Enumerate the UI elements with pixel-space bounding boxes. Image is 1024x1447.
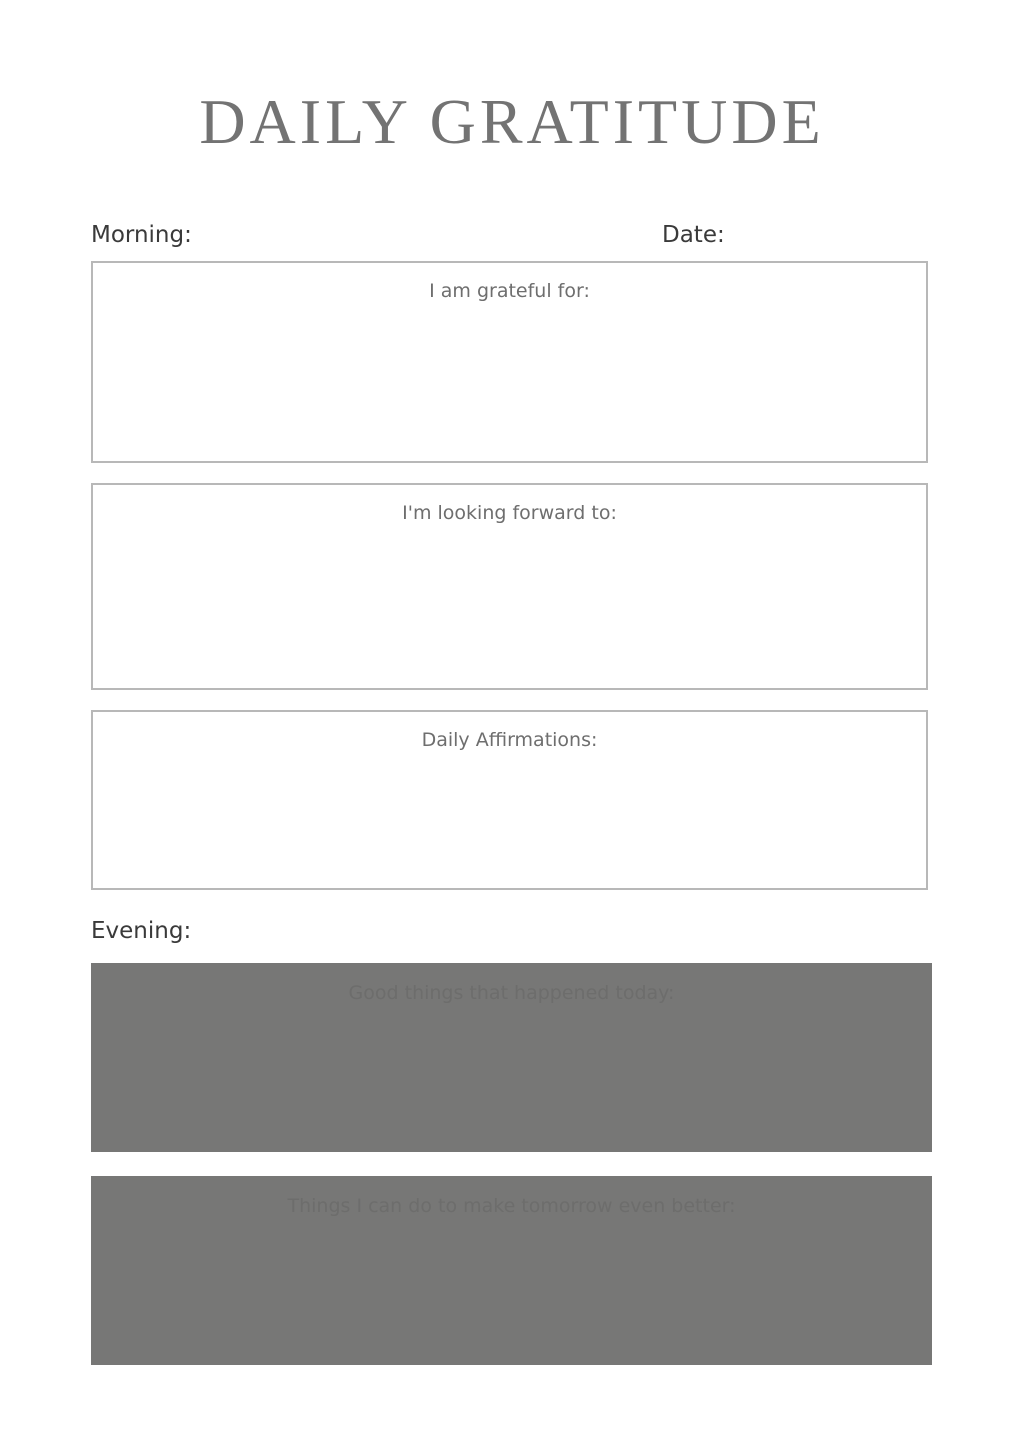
looking-forward-box[interactable] bbox=[91, 483, 928, 690]
grateful-for-heading: I am grateful for: bbox=[429, 280, 590, 302]
date-label: Date: bbox=[662, 222, 725, 248]
good-things-box[interactable] bbox=[91, 963, 932, 1152]
page-title: DAILY GRATITUDE bbox=[199, 86, 825, 157]
good-things-heading: Good things that happened today: bbox=[348, 982, 675, 1004]
daily-affirmations-heading: Daily Affirmations: bbox=[421, 729, 598, 751]
morning-label: Morning: bbox=[91, 222, 192, 248]
daily-affirmations-box[interactable] bbox=[91, 710, 928, 890]
tomorrow-better-heading: Things I can do to make tomorrow even better: bbox=[287, 1195, 736, 1217]
grateful-for-box[interactable] bbox=[91, 261, 928, 463]
looking-forward-heading: I'm looking forward to: bbox=[402, 502, 617, 524]
evening-label: Evening: bbox=[91, 918, 192, 944]
tomorrow-better-box[interactable] bbox=[91, 1176, 932, 1365]
